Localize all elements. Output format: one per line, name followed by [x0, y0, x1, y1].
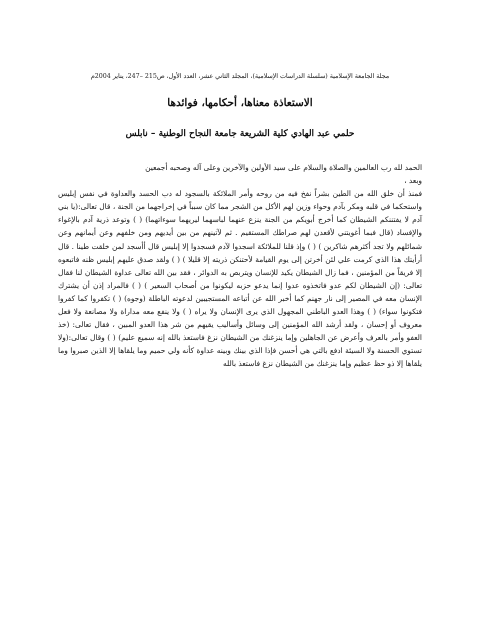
- body-paragraph: فمنذ أن خلق الله من الطين بشراً نفخ فيه من روحه وأمر الملائكة بالسجود له دب الحسد والعداوة في نفس إبليس واستحكما في قلبه ومكر بآدم وحواء وزين لهم الأكل من الشجر مما كان سبباً في إخراجهما من الجنة ، قال تعالى:(يا بني آدم لا يفتننكم الشيطان كما أخرج أبويكم من الجنة ينزع عنهما لباسهما ليريهما سوءاتهما) ( ) وتوعد ذرية آدم بالإغواء والإفساد (قال فبما أغويتني لأقعدن لهم صراطك المستقيم . ثم لآتينهم من بين أيديهم ومن خلفهم وعن أيمانهم وعن شمائلهم ولا تجد أكثرهم شاكرين ) ( ) وإذ قلنا للملائكة اسجدوا لآدم فسجدوا إلا إبليس قال أأسجد لمن خلقت طينا . قال أرأيتك هذا الذي كرمت علي لئن أخرتن إلى يوم القيامة لأحتنكن ذريته إلا قليلا ) ( ) ولقد صدق عليهم إبليس ظنه فاتبعوه إلا فريقاً من المؤمنين ، فما زال الشيطان يكيد للإنسان ويتربص به الدوائر ، فقد بين الله تعالى عداوة الشيطان لنا فقال تعالى: (إن الشيطان لكم عدو فاتخذوه عدوا إنما يدعو حزبه ليكونوا من أصحاب السعير ) ( ) فالمراد إذن أن يشترك الإنسان معه في المصير إلى نار جهنم كما أخبر الله عن أتباعه المستجيبين لدعوته الباطلة (وجوه) ( ) تكفروا كما كفروا فتكونوا سواء) ( ) وهذا العدو الباطني المجهول الذي يرى الإنسان ولا يراه ( ) ولا ينفع معه مداراة ولا مصانعة ولا فعل معروف أو إحسان ، ولقد أرشد الله المؤمنين إلى وسائل وأساليب يقيهم من شر هذا العدو المبين ، فقال تعالى: (خذ العفو وأمر بالعرف وأعرض عن الجاهلين وإما ينزغنك من الشيطان نزغ فاستعذ بالله إنه سميع عليم) ( ) وقال تعالى:(ولا تستوي الحسنة ولا السيئة ادفع بالتي هي أحسن فإذا الذي بينك وبينه عداوة كأنه ولي حميم وما يلقاها إلا الذين صبروا وما يلقاها إلا ذو حظ عظيم وإما ينزغنك من الشيطان نزغ فاستعذ بالله: [58, 189, 422, 369]
- opening-praise: الحمد لله رب العالمين والصلاة والسلام على سيد الأولين والآخرين وعلى آله وصحبه أجمعين: [145, 163, 422, 172]
- article-title: الاستعاذة معناها، أحكامها، فوائدها: [167, 97, 313, 109]
- article-body: [58, 161, 422, 371]
- author-affiliation: حلمي عبد الهادي كلية الشريعة جامعة النجاح الوطنية – نابلس: [125, 129, 355, 139]
- journal-citation-header: مجلة الجامعة الإسلامية (سلسلة الدراسات الإسلامية)، المجلد الثاني عشر، العدد الأول، ص215 –247، يناير 2004م: [90, 73, 390, 80]
- greeting-line: وبعد ،: [404, 176, 422, 186]
